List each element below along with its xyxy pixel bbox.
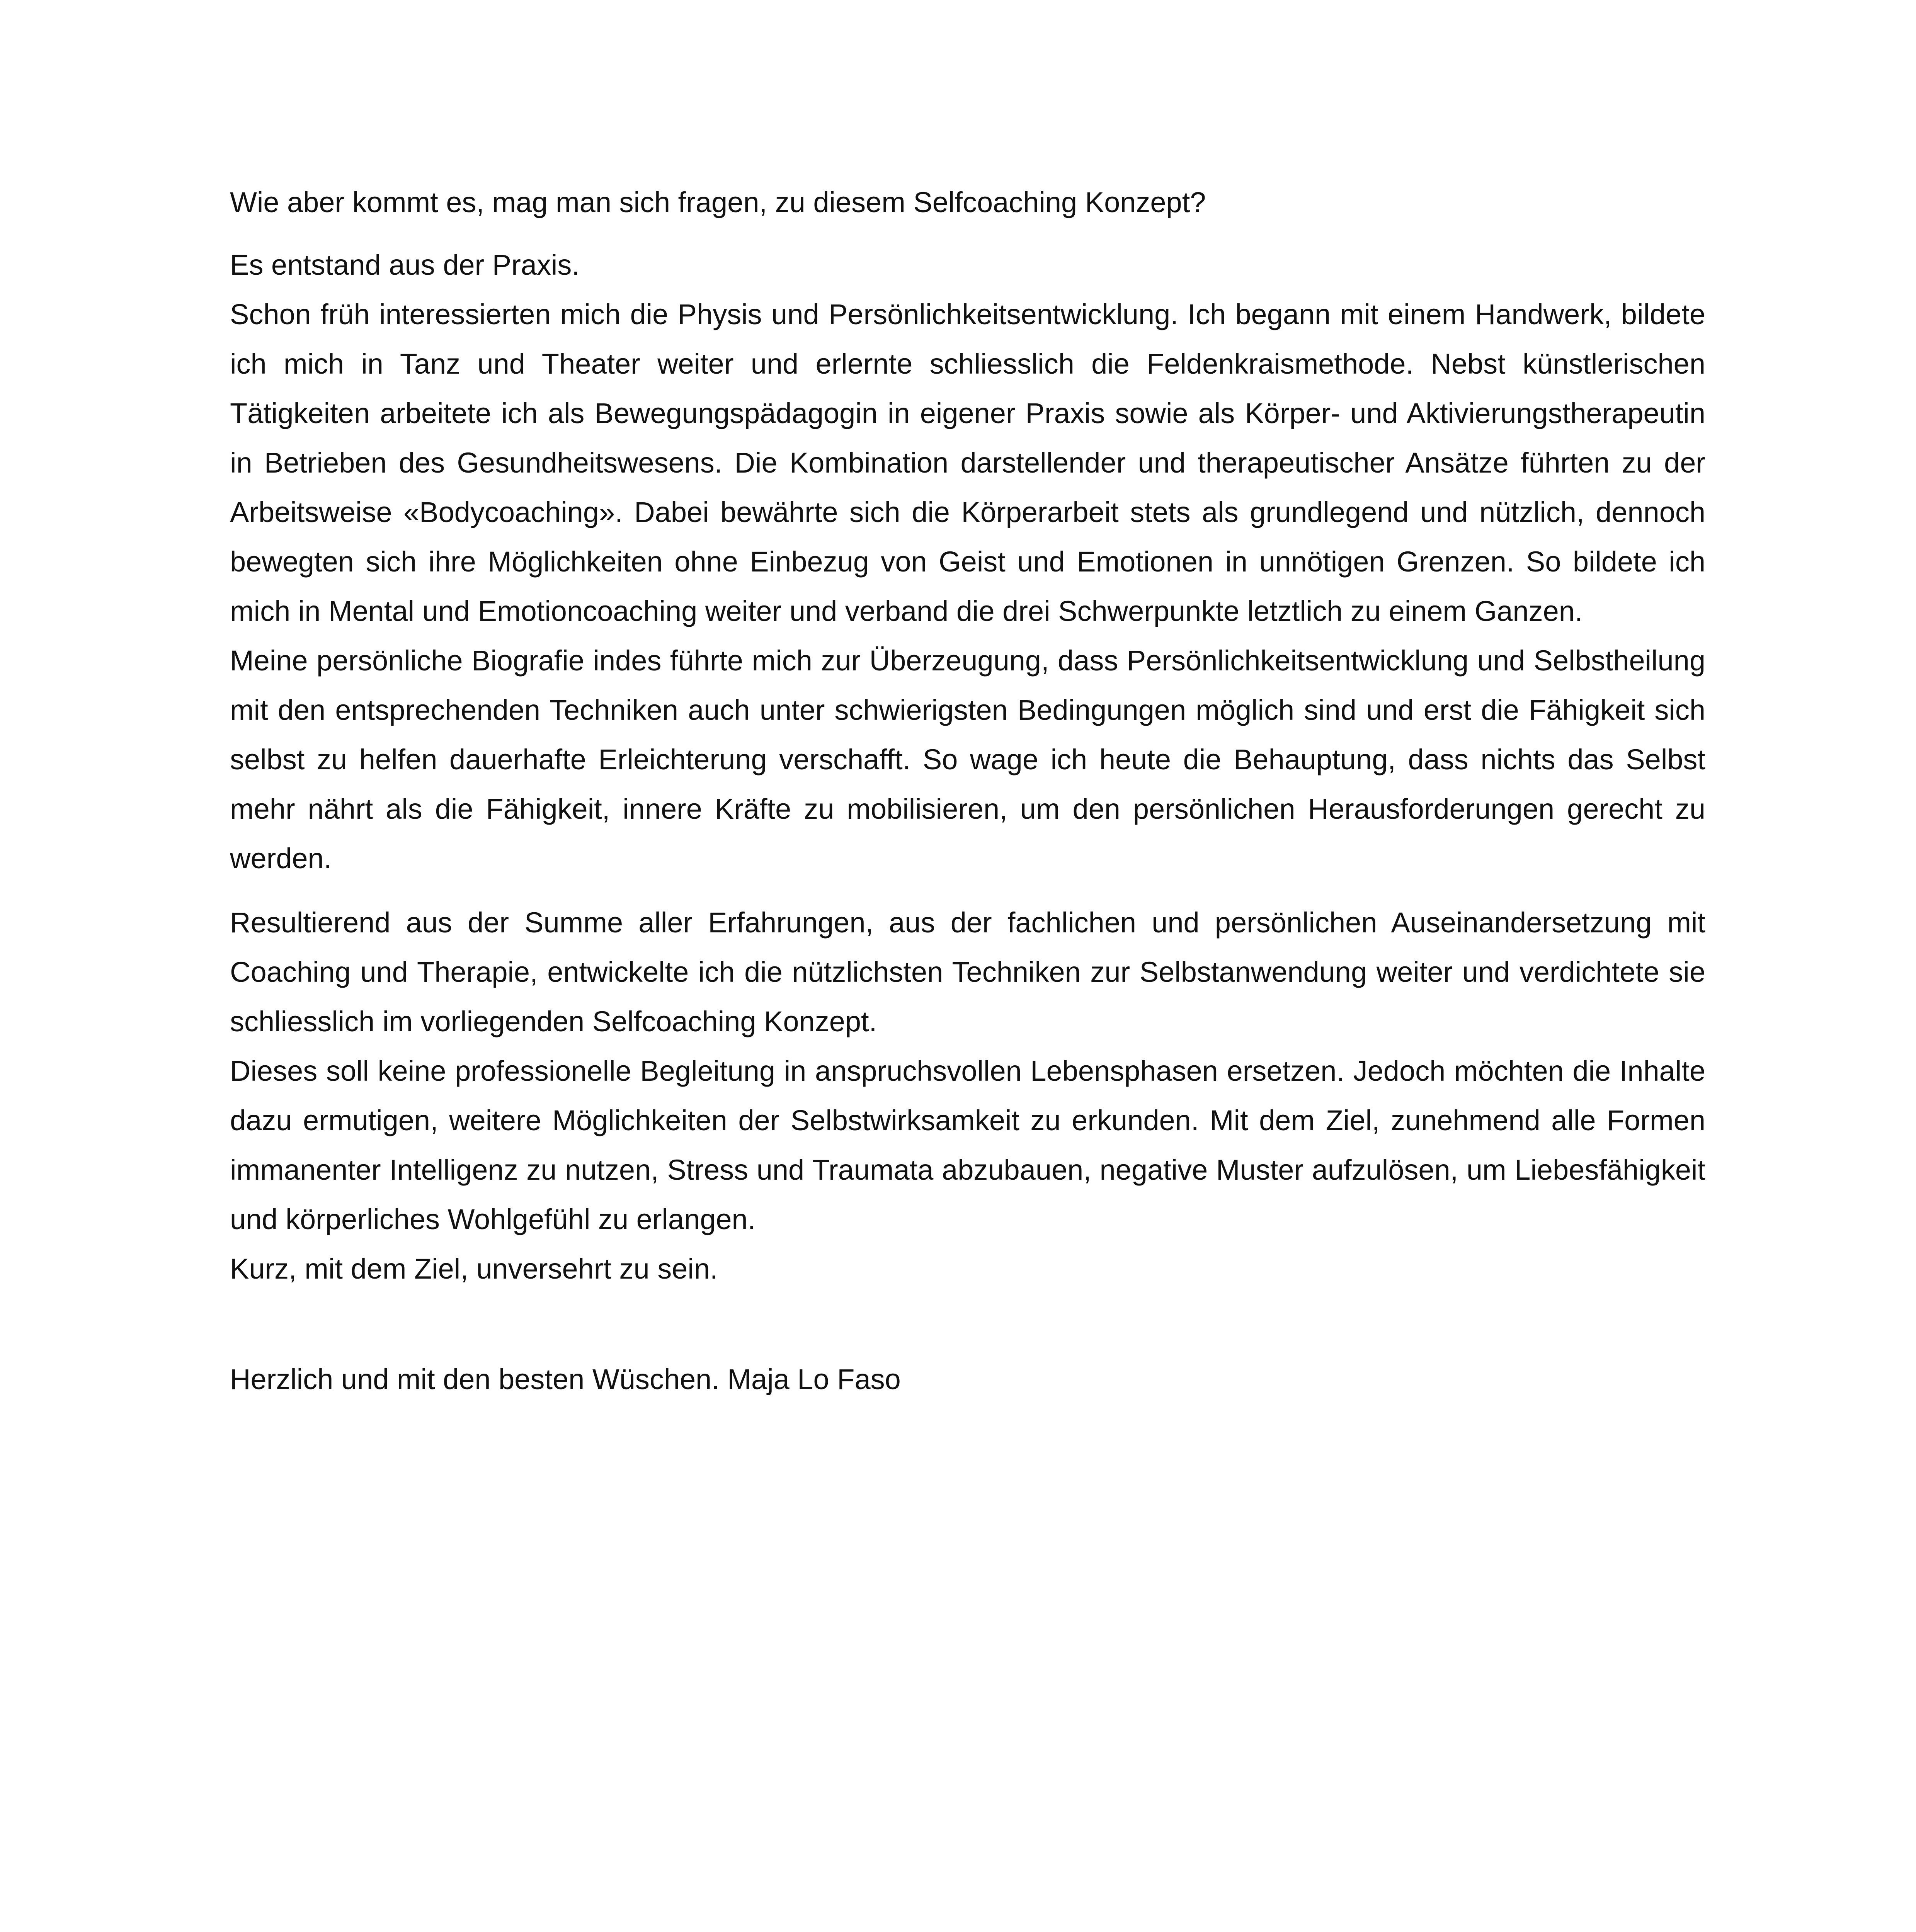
paragraph-concept-origin: Resultierend aus der Summe aller Erfahrungen, aus der fachlichen und persönlichen Auseinandersetzung mit Coaching und Therapie, entwickelte ich die nützlichsten Techniken zur Selbstanwendung weiter und verdichtete sie schliesslich im vorliegenden Selfcoaching Konzept.: [230, 906, 1705, 1037]
paragraph-purpose: Dieses soll keine professionelle Begleitung in anspruchsvollen Lebensphasen ersetzen. Jedoch möchten die Inhalte dazu ermutigen, weitere Möglichkeiten der Selbstwirksamkeit zu erkunden. Mit dem Ziel, zunehmend alle Formen immanenter Intelligenz zu nutzen, Stress und Traumata abzubauen, negative Muster aufzulösen, um Liebesfähigkeit und körperliches Wohlgefühl zu erlangen.: [230, 1055, 1705, 1235]
closing-line: Kurz, mit dem Ziel, unversehrt zu sein.: [230, 1253, 718, 1285]
paragraph-biography: Meine persönliche Biografie indes führte mich zur Überzeugung, dass Persönlichkeitsentwicklung und Selbstheilung mit den entsprechenden Techniken auch unter schwierigsten Bedingungen möglich sind und erst die Fähigkeit sich selbst zu helfen dauerhafte Erleichterung verschafft. So wage ich heute die Behauptung, dass nichts das Selbst mehr nährt als die Fähigkeit, innere Kräfte zu mobilisieren, um den persönlichen Herausforderungen gerecht zu werden.: [230, 645, 1705, 874]
document-body: [230, 178, 1705, 1404]
signature-line: Herzlich und mit den besten Wüschen. Maja Lo Faso: [230, 1363, 901, 1395]
paragraph-background: Schon früh interessierten mich die Physis und Persönlichkeitsentwicklung. Ich begann mit einem Handwerk, bildete ich mich in Tanz und Theater weiter und erlernte schliesslich die Feldenkraismethode. Nebst künstlerischen Tätigkeiten arbeitete ich als Bewegungspädagogin in eigener Praxis sowie als Körper- und Aktivierungstherapeutin in Betrieben des Gesundheitswesens. Die Kombination darstellender und therapeutischer Ansätze führten zu der Arbeitsweise «Bodycoaching». Dabei bewährte sich die Körperarbeit stets als grundlegend und nützlich, dennoch bewegten sich ihre Möglichkeiten ohne Einbezug von Geist und Emotionen in unnötigen Grenzen. So bildete ich mich in Mental und Emotioncoaching weiter und verband die drei Schwerpunkte letztlich zu einem Ganzen.: [230, 298, 1705, 627]
opening-question: Wie aber kommt es, mag man sich fragen, zu diesem Selfcoaching Konzept?: [230, 186, 1206, 218]
intro-sentence: Es entstand aus der Praxis.: [230, 249, 580, 281]
